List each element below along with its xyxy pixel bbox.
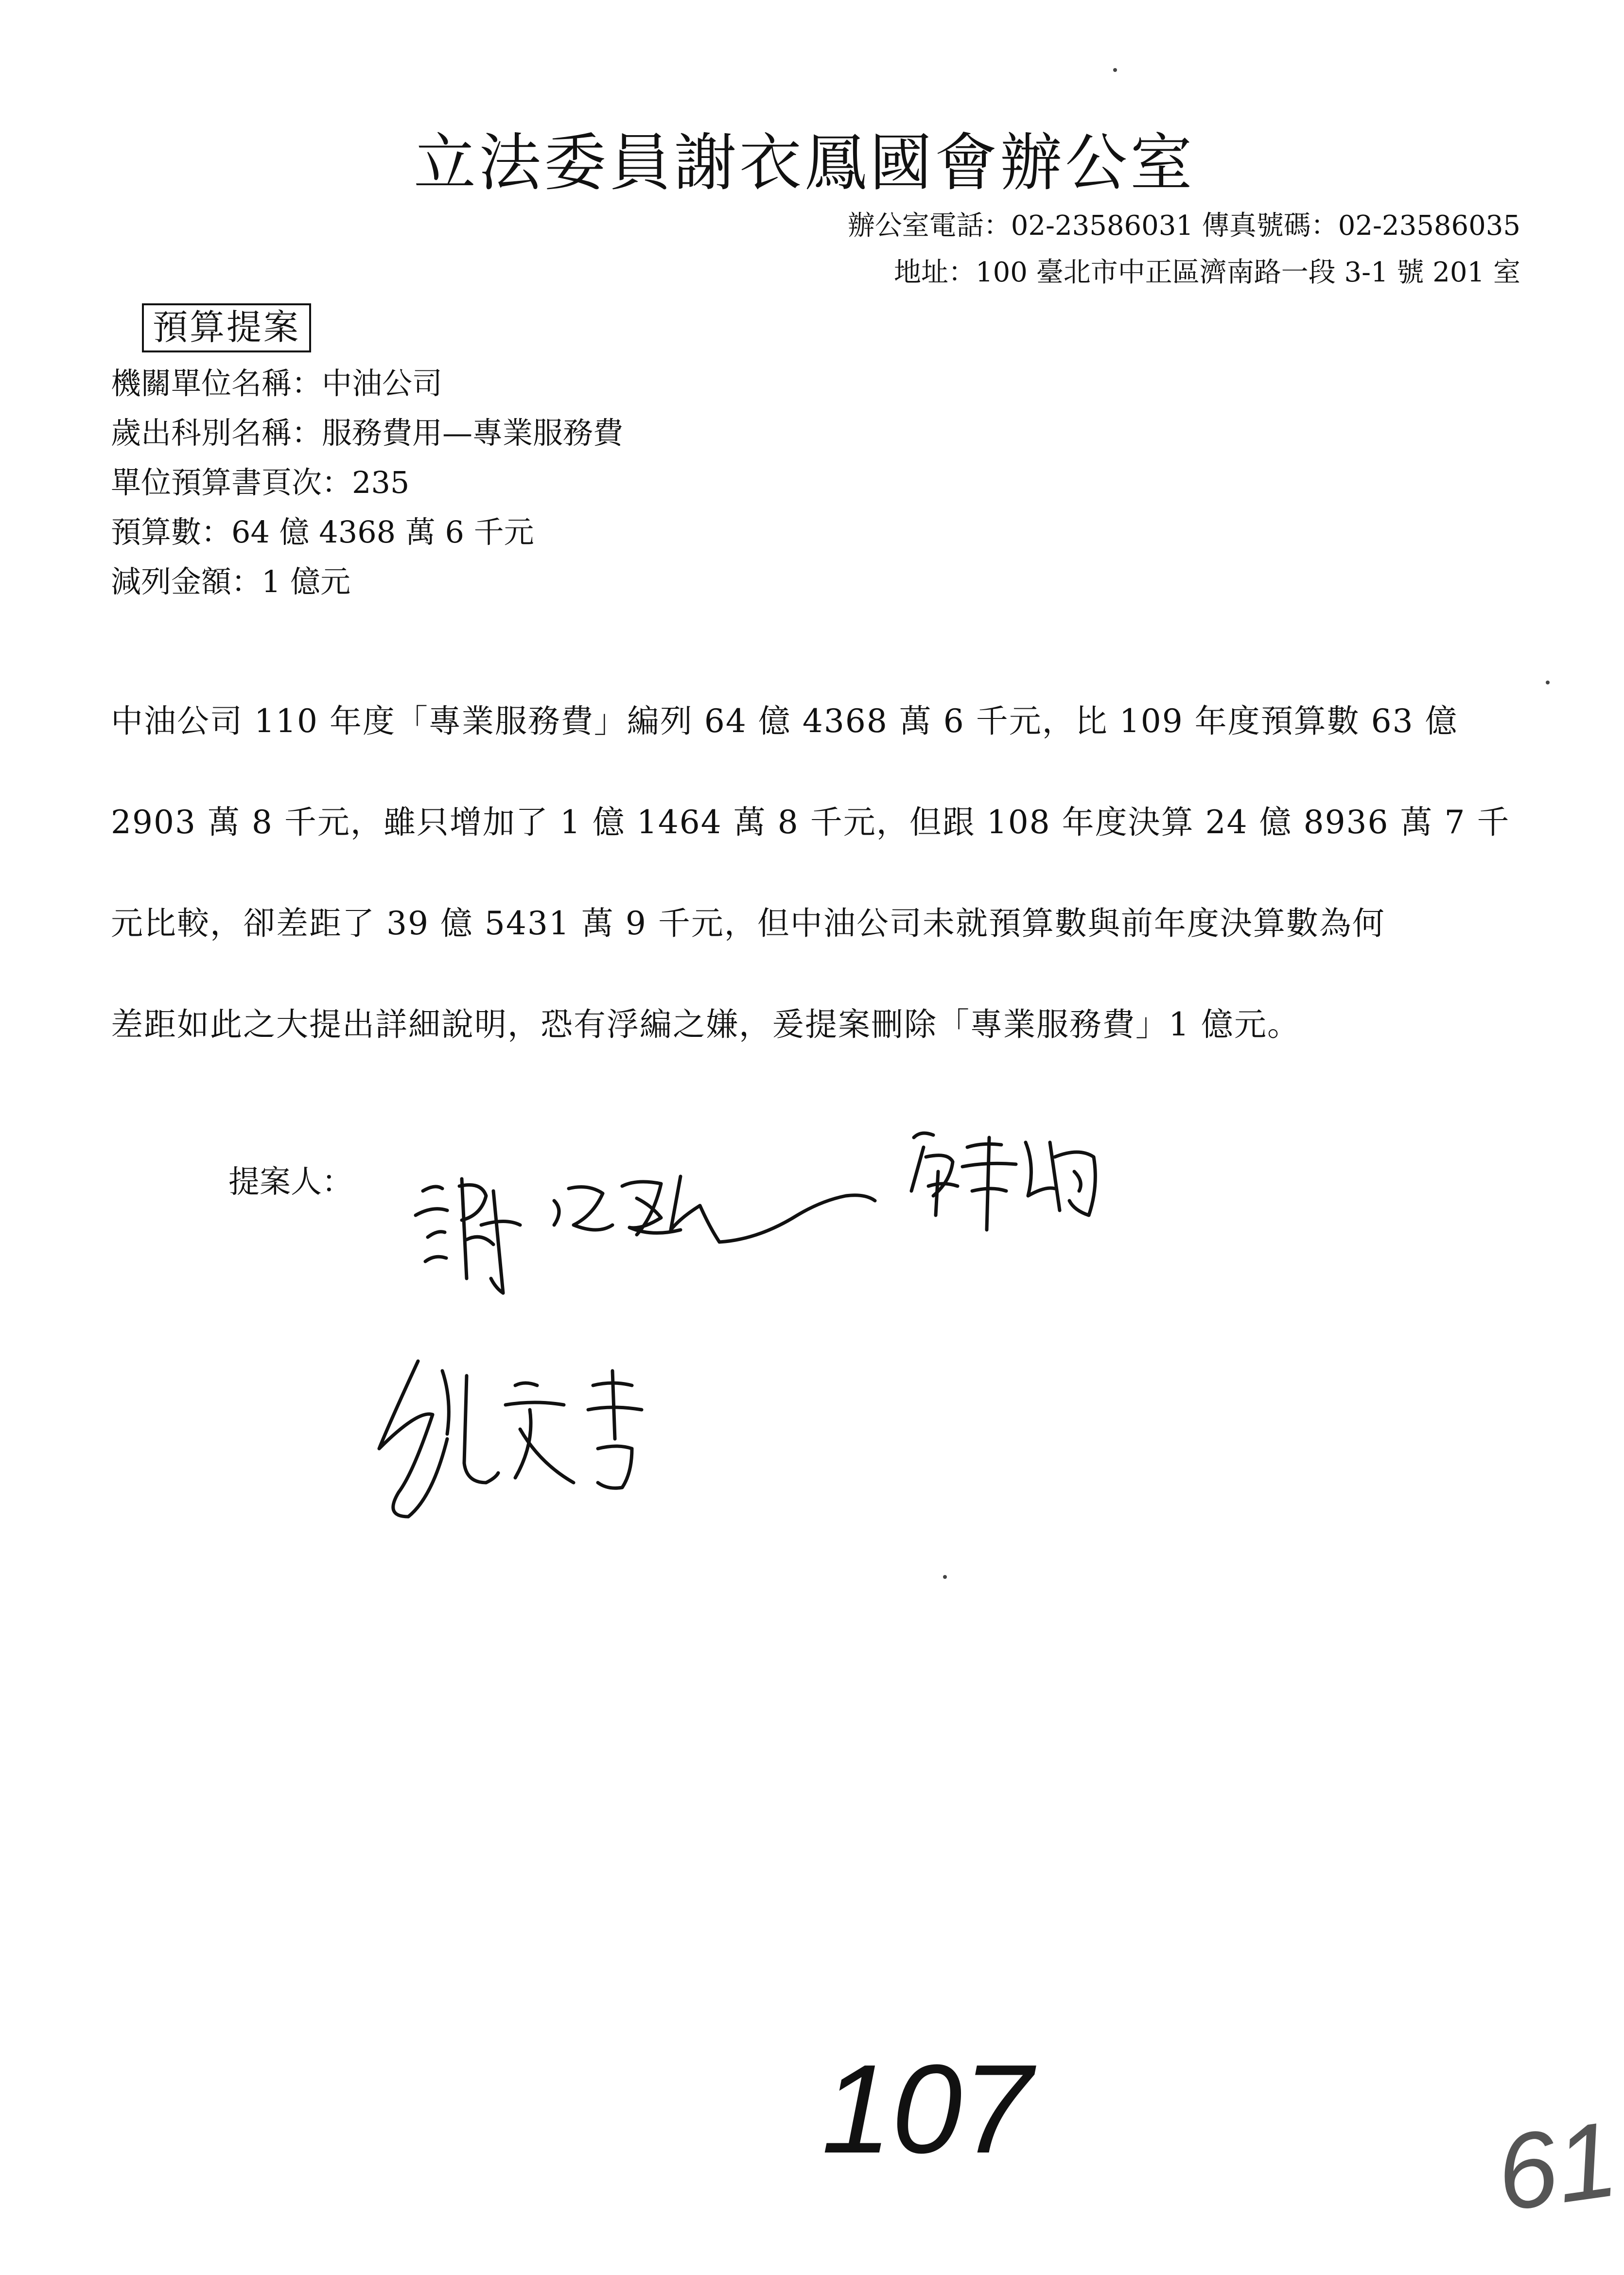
signature-3 xyxy=(369,1351,739,1536)
field-budget-amount: 預算數：64 億 4368 萬 6 千元 xyxy=(111,514,534,550)
proposal-type-box: 預算提案 xyxy=(142,303,311,352)
signature-1 xyxy=(408,1133,894,1347)
proposer-label: 提案人： xyxy=(228,1164,353,1200)
body-line: 元比較，卻差距了 39 億 5431 萬 9 千元，但中油公司未就預算數與前年度決算數為何 xyxy=(111,905,1385,942)
office-address: 地址：100 臺北市中正區濟南路一段 3-1 號 201 室 xyxy=(894,257,1520,288)
office-phone-fax: 辦公室電話：02-23586031 傳真號碼：02-23586035 xyxy=(847,210,1520,242)
page-number: 107 xyxy=(821,2039,1032,2180)
body-line: 2903 萬 8 千元，雖只增加了 1 億 1464 萬 8 千元，但跟 108 年度決算 24 億 8936 萬 7 千 xyxy=(111,804,1510,841)
proposal-fields xyxy=(111,359,623,607)
field-budget-page: 單位預算書頁次：235 xyxy=(111,465,410,500)
scan-speck xyxy=(943,1575,947,1579)
field-reduction-amount: 減列金額：1 億元 xyxy=(111,564,351,599)
signature-2 xyxy=(904,1118,1128,1264)
scan-speck xyxy=(1113,68,1117,72)
field-agency: 機關單位名稱：中油公司 xyxy=(111,366,443,401)
body-line: 中油公司 110 年度「專業服務費」編列 64 億 4368 萬 6 千元，比 109 年度預算數 63 億 xyxy=(111,702,1458,740)
corner-page-number: 61 xyxy=(1489,2099,1624,2234)
scan-speck xyxy=(1546,681,1550,684)
body-line: 差距如此之大提出詳細說明，恐有浮編之嫌，爰提案刪除「專業服務費」1 億元。 xyxy=(111,1006,1300,1043)
office-title: 立法委員謝衣鳳國會辦公室 xyxy=(413,127,1195,199)
field-expenditure-item: 歲出科別名稱：服務費用—專業服務費 xyxy=(111,415,624,451)
proposal-body xyxy=(111,671,1520,1075)
